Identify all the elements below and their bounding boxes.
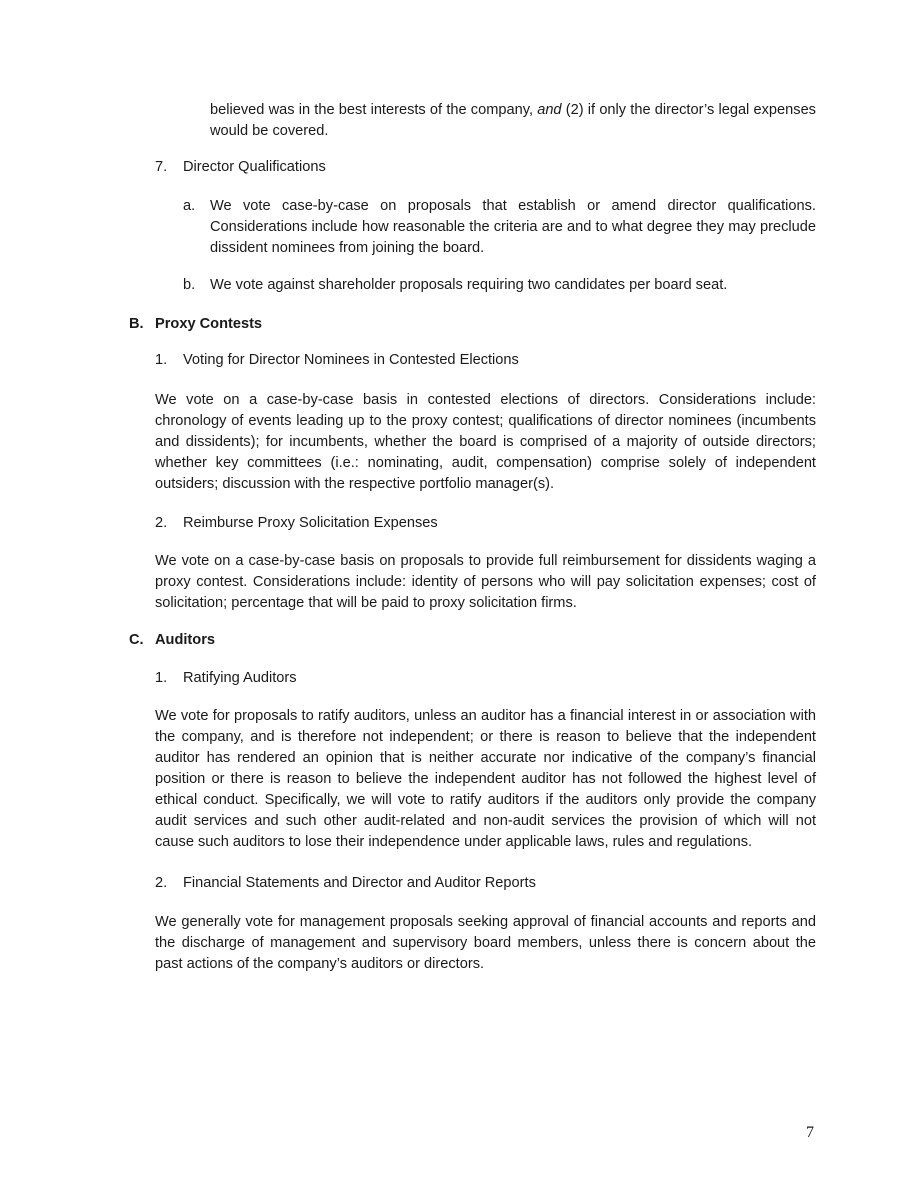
section-c-heading [129, 630, 815, 651]
c2-title: Financial Statements and Director and Auditor Reports [183, 875, 536, 891]
c1-heading [155, 668, 815, 689]
item-7-heading [155, 157, 815, 178]
continued-text-end: (2) if only the director’s legal expenses would be covered. [210, 102, 816, 139]
subitem-a-label: a. [183, 198, 196, 214]
b2-heading [155, 513, 815, 534]
section-c-title: Auditors [155, 632, 215, 648]
subitem-a-text: We vote case-by-case on proposals that establish or amend director qualifications. Considerations include how reasonable the criteria are and to what degree they may preclude dissident nominees from joining the board. [210, 198, 816, 256]
continued-text-emphasis: and [537, 102, 562, 118]
b1-paragraph: We vote on a case-by-case basis in contested elections of directors. Considerations include: chronology of events leading up to the proxy contest; qualifications of director nominees (incumbents and dissidents); for incumbents, whether the board is comprised of a majority of outside directors; whether key committees (i.e.: nominating, audit, compensation) comprise solely of independent outsiders; discussion with the respective portfolio manager(s). [155, 392, 816, 492]
item-7-number: 7. [155, 159, 168, 175]
b2-paragraph: We vote on a case-by-case basis on proposals to provide full reimbursement for dissidents waging a proxy contest. Considerations include: identity of persons who will pay solicitation expenses; cost of solicitation; percentage that will be paid to proxy solicitation firms. [155, 553, 816, 611]
section-b-title: Proxy Contests [155, 316, 263, 332]
b1-number: 1. [155, 352, 168, 368]
c2-paragraph: We generally vote for management proposals seeking approval of financial accounts and reports and the discharge of management and supervisory board members, unless there is concern about the past actions of the company’s auditors or directors. [155, 914, 816, 972]
subitem-a [183, 196, 816, 259]
section-b-heading [129, 314, 815, 335]
subitem-b [183, 275, 816, 296]
b1-title: Voting for Director Nominees in Contested Elections [183, 352, 519, 368]
b2-title: Reimburse Proxy Solicitation Expenses [183, 515, 438, 531]
item-7-title: Director Qualifications [183, 159, 326, 175]
section-b-label: B. [129, 316, 144, 332]
page-number: 7 [806, 1124, 814, 1141]
b1-heading [155, 350, 815, 371]
continued-text-start: believed was in the best interests of the company, [210, 102, 538, 118]
c1-paragraph: We vote for proposals to ratify auditors, unless an auditor has a financial interest in or association with the company, and is therefore not independent; or there is reason to believe that the independent auditor has rendered an opinion that is neither accurate nor indicative of the company’s financial position or there is reason to believe the independent auditor has not followed the highest level of ethical conduct. Specifically, we will vote to ratify auditors if the auditors only provide the company audit services and such other audit-related and non-audit services the provision of which will not cause such auditors to lose their independence under applicable laws, rules and regulations. [155, 708, 816, 850]
subitem-b-text: We vote against shareholder proposals requiring two candidates per board seat. [210, 277, 728, 293]
b2-number: 2. [155, 515, 168, 531]
c2-number: 2. [155, 875, 168, 891]
c1-number: 1. [155, 670, 168, 686]
continued-paragraph [210, 100, 816, 142]
c2-heading [155, 873, 815, 894]
subitem-b-label: b. [183, 277, 196, 293]
c1-title: Ratifying Auditors [183, 670, 297, 686]
section-c-label: C. [129, 632, 144, 648]
